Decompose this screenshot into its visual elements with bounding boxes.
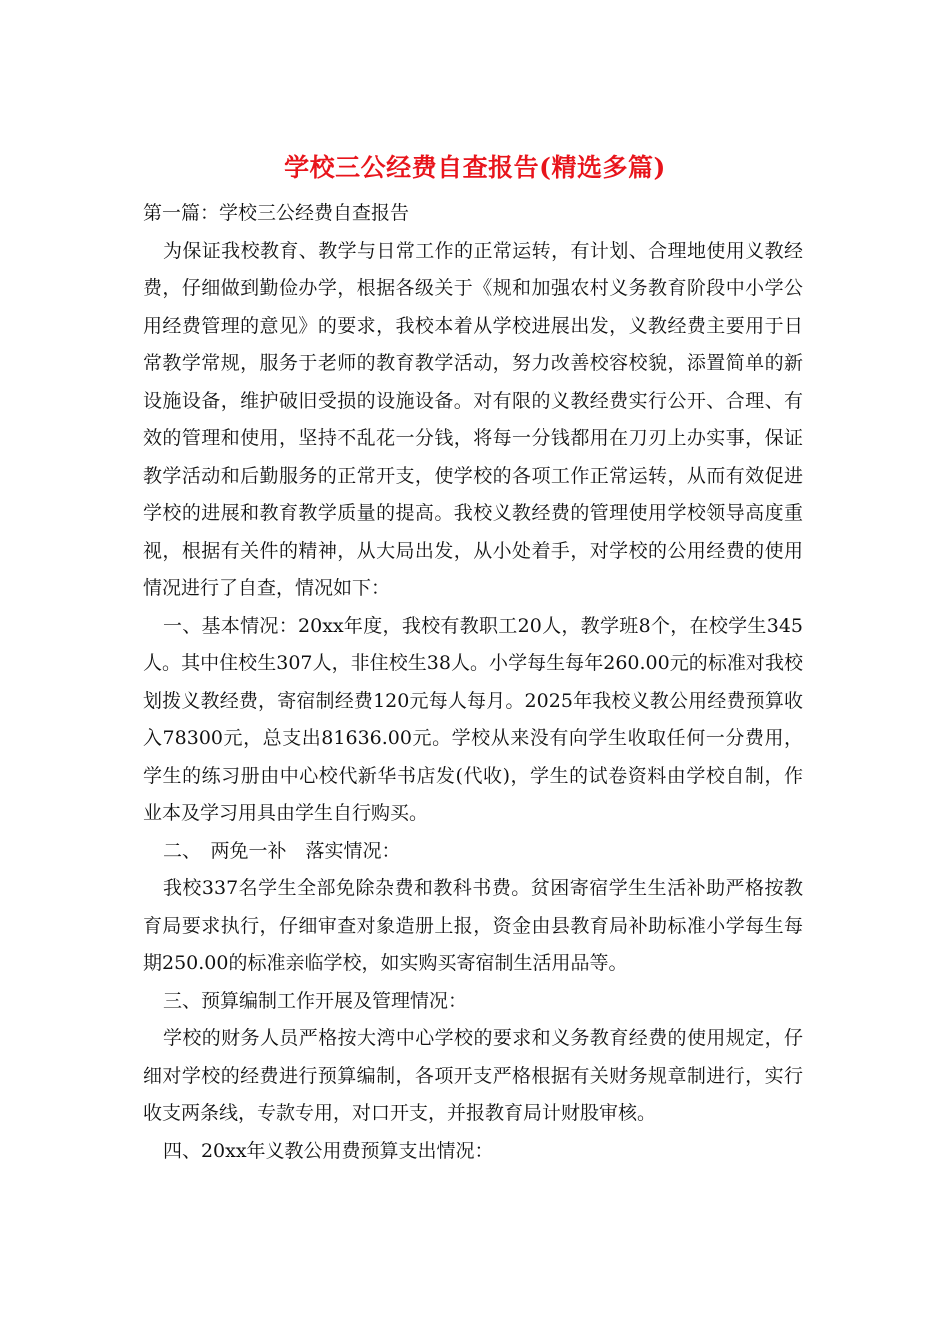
paragraph-intro: 为保证我校教育、教学与日常工作的正常运转，有计划、合理地使用义教经费，仔细做到勤俭办学，根据各级关于《规和加强农村义务教育阶段中小学公用经费管理的意见》的要求，我校本着从学校进展出发，义教经费主要用于日常教学常规，服务于老师的教育教学活动，努力改善校容校貌，添置简单的新设施设备，维护破旧受损的设施设备。对有限的义教经费实行公开、合理、有效的管理和使用，坚持不乱花一分钱，将每一分钱都用在刀刃上办实事，保证教学活动和后勤服务的正常开支，使学校的各项工作正常运转，从而有效促进学校的进展和教育教学质量的提高。我校义教经费的管理使用学校领导高度重视，根据有关件的精神，从大局出发，从小处着手，对学校的公用经费的使用情况进行了自查，情况如下： — [143, 239, 803, 599]
document-body — [143, 195, 803, 1170]
paragraph-basic-situation: 一、基本情况：20xx年度，我校有教职工20人，教学班8个，在校学生345人。其中住校生307人，非住校生38人。小学每生每年260.00元的标准对我校划拨义教经费，寄宿制经费120元每人每月。2025年我校义教公用经费预算收入78300元，总支出81636.00元。学校从来没有向学生收取任何一分费用，学生的练习册由中心校代新华书店发(代收)，学生的试卷资料由学校自制，作业本及学习用具由学生自行购买。 — [143, 614, 803, 824]
section-heading: 第一篇：学校三公经费自查报告 — [143, 202, 410, 224]
paragraph-budget-management: 学校的财务人员严格按大湾中心学校的要求和义务教育经费的使用规定，仔细对学校的经费进行预算编制，各项开支严格根据有关财务规章制进行，实行收支两条线，专款专用，对口开支，并报教育局计财股审核。 — [143, 1027, 803, 1124]
document-title: 学校三公经费自查报告(精选多篇) — [284, 153, 666, 182]
paragraph-two-exemptions: 我校337名学生全部免除杂费和教科书费。贫困寄宿学生生活补助严格按教育局要求执行，仔细审查对象造册上报，资金由县教育局补助标准小学每生每期250.00的标准亲临学校，如实购买寄宿制生活用品等。 — [143, 877, 803, 974]
heading-budget-expenditure: 四、20xx年义教公用费预算支出情况： — [162, 1139, 494, 1162]
heading-two-exemptions: 二、 两免一补 落实情况： — [162, 839, 401, 862]
heading-budget-management: 三、预算编制工作开展及管理情况： — [162, 989, 467, 1012]
